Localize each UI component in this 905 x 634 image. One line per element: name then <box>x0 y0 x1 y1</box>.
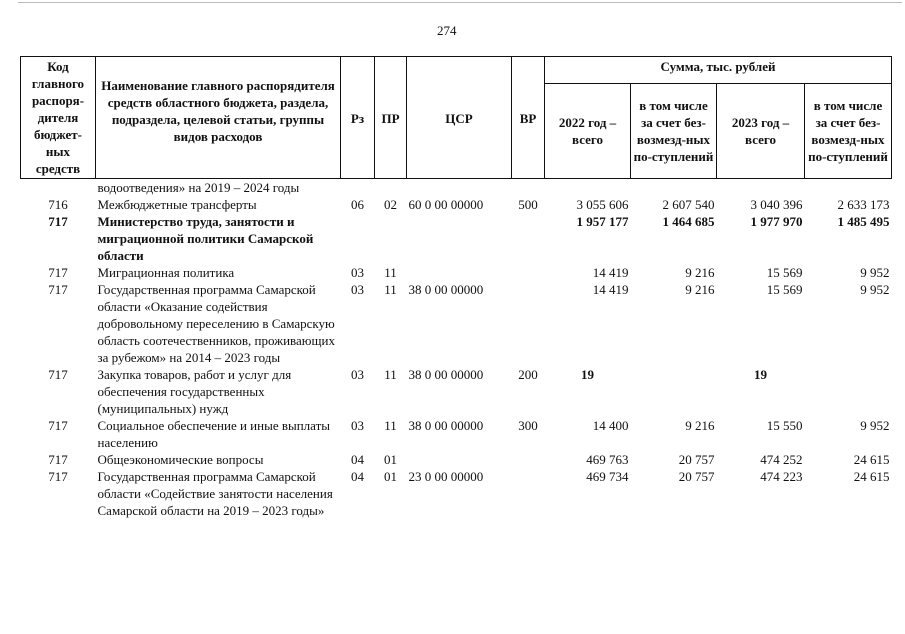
cell-2022-free: 9 216 <box>685 418 715 433</box>
cell-pr: 11 <box>384 367 397 382</box>
cell-rz: 03 <box>351 265 364 280</box>
header-rz: Рз <box>341 57 375 179</box>
cell-pr: 02 <box>384 197 397 212</box>
header-vr: ВР <box>512 57 545 179</box>
cell-2023-total: 15 569 <box>766 282 803 297</box>
cell-2022-total: 14 419 <box>592 282 629 297</box>
cell-code: 717 <box>48 469 68 484</box>
cell-2022-total: 3 055 606 <box>576 197 629 212</box>
table-row <box>21 281 892 366</box>
cell-2022-free: 9 216 <box>685 282 715 297</box>
cell-2023-total: 474 223 <box>760 469 803 484</box>
cell-pr: 11 <box>384 418 397 433</box>
cell-csr <box>407 179 512 197</box>
cell-name: Миграционная политика <box>97 265 235 280</box>
cell-name: Государственная программа Самарской области «Оказание содействия добровольному переселению в Самарскую область соотечественников, проживающих за рубежом» на 2014 – 2023 годы <box>97 282 335 365</box>
cell-code: 717 <box>48 452 68 467</box>
cell-2022-total <box>545 179 631 197</box>
budget-table <box>20 56 892 519</box>
cell-2023-free: 9 952 <box>860 418 890 433</box>
cell-vr <box>512 451 545 468</box>
cell-2023-total: 15 550 <box>766 418 803 433</box>
cell-rz <box>341 179 375 197</box>
header-pr: ПР <box>375 57 407 179</box>
header-name: Наименование главного распорядителя средств областного бюджета, раздела, подраздела, целевой статьи, группы видов расходов <box>96 57 341 179</box>
table-row <box>21 264 892 281</box>
cell-2023-free: 2 633 173 <box>837 197 890 212</box>
cell-2022-free: 20 757 <box>678 452 715 467</box>
header-csr: ЦСР <box>407 57 512 179</box>
cell-2022-total: 469 763 <box>586 452 629 467</box>
header-2023-total: 2023 год – всего <box>717 83 805 178</box>
page-number: 274 <box>437 23 457 38</box>
table-row <box>21 196 892 213</box>
cell-csr <box>407 213 512 264</box>
header-2023-free: в том числе за счет без-возмезд-ных по-ступлений <box>805 83 892 178</box>
cell-name: водоотведения» на 2019 – 2024 годы <box>97 180 300 195</box>
cell-2022-free: 9 216 <box>685 265 715 280</box>
cell-csr: 23 0 00 00000 <box>408 469 484 484</box>
cell-2023-free <box>805 179 892 197</box>
cell-2023-total: 1 977 970 <box>750 214 803 229</box>
table-row <box>21 468 892 519</box>
cell-csr: 38 0 00 00000 <box>408 367 484 382</box>
table-body <box>21 179 892 520</box>
cell-vr <box>512 213 545 264</box>
cell-2022-total: 1 957 177 <box>576 214 629 229</box>
cell-code <box>21 179 96 197</box>
cell-2023-free: 24 615 <box>853 452 890 467</box>
cell-2023-free: 24 615 <box>853 469 890 484</box>
cell-csr <box>407 451 512 468</box>
cell-2023-free: 9 952 <box>860 265 890 280</box>
table-header <box>21 57 892 179</box>
cell-rz: 03 <box>351 282 364 297</box>
cell-code: 717 <box>48 214 68 229</box>
cell-name: Социальное обеспечение и иные выплаты населению <box>97 418 331 450</box>
cell-vr <box>512 264 545 281</box>
cell-pr <box>375 179 407 197</box>
table-row <box>21 213 892 264</box>
cell-2023-free: 9 952 <box>860 282 890 297</box>
cell-2022-total: 14 419 <box>592 265 629 280</box>
cell-rz: 06 <box>351 197 364 212</box>
header-2022-free: в том числе за счет без-возмезд-ных по-ступлений <box>631 83 717 178</box>
cell-2022-free <box>631 366 717 417</box>
cell-csr: 60 0 00 00000 <box>408 197 484 212</box>
cell-code: 716 <box>48 197 68 212</box>
cell-vr: 500 <box>518 197 538 212</box>
table-row <box>21 417 892 451</box>
table-row <box>21 179 892 197</box>
cell-2022-total: 14 400 <box>592 418 629 433</box>
cell-rz: 03 <box>351 367 364 382</box>
cell-csr <box>407 264 512 281</box>
cell-csr: 38 0 00 00000 <box>408 282 484 297</box>
cell-pr: 01 <box>384 452 397 467</box>
cell-2023-total: 15 569 <box>766 265 803 280</box>
cell-2023-free: 1 485 495 <box>837 214 890 229</box>
cell-2022-free: 2 607 540 <box>662 197 715 212</box>
cell-2022-free: 20 757 <box>678 469 715 484</box>
cell-code: 717 <box>48 282 68 297</box>
cell-rz: 04 <box>351 469 364 484</box>
cell-2022-total: 19 <box>581 367 594 382</box>
cell-pr: 11 <box>384 265 397 280</box>
cell-2022-free: 1 464 685 <box>662 214 715 229</box>
cell-2023-free <box>805 366 892 417</box>
header-sum: Сумма, тыс. рублей <box>545 57 892 84</box>
cell-2023-total: 3 040 396 <box>750 197 803 212</box>
cell-2022-total: 469 734 <box>586 469 629 484</box>
cell-vr <box>512 281 545 366</box>
cell-name: Межбюджетные трансферты <box>97 197 257 212</box>
cell-2023-total <box>717 179 805 197</box>
cell-vr <box>512 179 545 197</box>
cell-rz <box>341 213 375 264</box>
cell-name: Министерство труда, занятости и миграционной политики Самарской области <box>97 214 314 263</box>
cell-code: 717 <box>48 265 68 280</box>
table-row <box>21 366 892 417</box>
cell-2023-total: 474 252 <box>760 452 803 467</box>
cell-rz: 03 <box>351 418 364 433</box>
cell-pr <box>375 213 407 264</box>
cell-pr: 11 <box>384 282 397 297</box>
cell-name: Закупка товаров, работ и услуг для обеспечения государственных (муниципальных) нужд <box>97 367 292 416</box>
table-row <box>21 451 892 468</box>
top-rule <box>18 2 902 3</box>
cell-code: 717 <box>48 418 68 433</box>
cell-name: Государственная программа Самарской области «Содействие занятости населения Самарской области на 2019 – 2023 годы» <box>97 469 333 518</box>
cell-2023-total: 19 <box>754 367 767 382</box>
cell-rz: 04 <box>351 452 364 467</box>
cell-csr: 38 0 00 00000 <box>408 418 484 433</box>
cell-pr: 01 <box>384 469 397 484</box>
cell-code: 717 <box>48 367 68 382</box>
cell-name: Общеэкономические вопросы <box>97 452 264 467</box>
cell-vr <box>512 468 545 519</box>
cell-2022-free <box>631 179 717 197</box>
header-2022-total: 2022 год – всего <box>545 83 631 178</box>
header-code: Код главного распоря-дителя бюджет-ных средств <box>21 57 96 179</box>
cell-vr: 200 <box>518 367 538 382</box>
cell-vr: 300 <box>518 418 538 433</box>
